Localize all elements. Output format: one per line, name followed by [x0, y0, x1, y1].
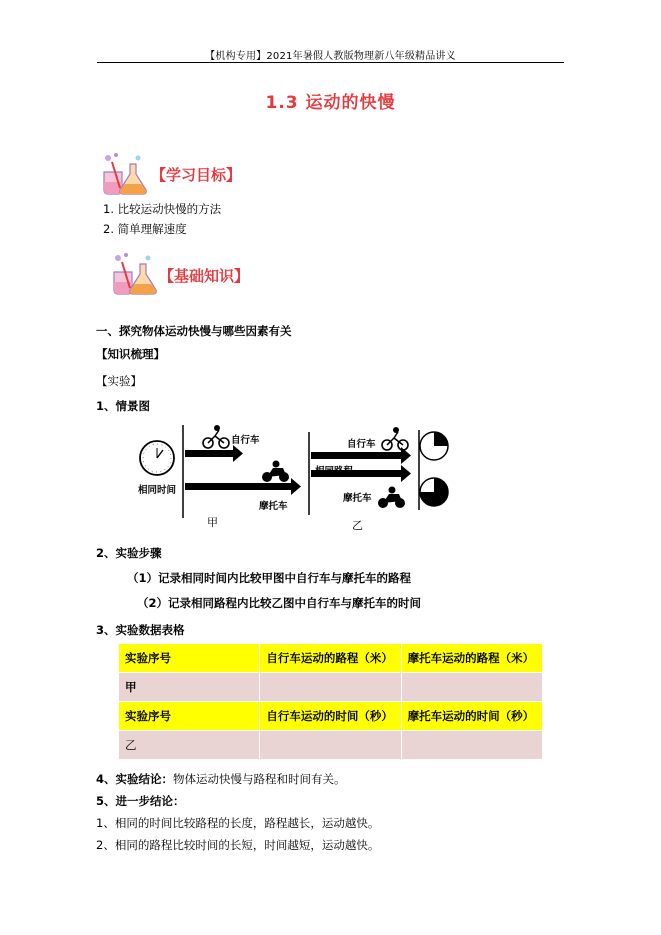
timer-icon [420, 478, 448, 506]
table-cell [401, 731, 542, 760]
table-cell: 实验序号 [119, 644, 260, 673]
further-line-1: 1、相同的时间比较路程的长度，路程越长，运动越快。 [96, 816, 380, 830]
flask-icon [100, 152, 152, 196]
basics-section-label: 【基础知识】 [159, 267, 250, 285]
experiment-label: 【实验】 [96, 374, 142, 388]
motorcycle-icon [262, 461, 289, 483]
conclusion-text: 物体运动快慢与路程和时间有关。 [173, 772, 346, 786]
table-cell [260, 673, 401, 702]
distance-label: 相同路程 [315, 466, 354, 477]
part1-heading: 一、探究物体运动快慢与哪些因素有关 [96, 324, 292, 338]
table-row [119, 731, 543, 760]
left-caption: 甲 [207, 516, 218, 529]
table-cell [260, 731, 401, 760]
clock-label: 相同时间 [138, 485, 177, 496]
bike-label-right: 自行车 [347, 439, 376, 450]
further-line-2: 2、相同的路程比较时间的长短，时间越短，运动越快。 [96, 838, 380, 852]
moto-label-right: 摩托车 [343, 493, 372, 504]
table-cell: 摩托车运动的路程（米） [401, 644, 542, 673]
page-header: 【机构专用】2021年暑假人教版物理新八年级精品讲义 [205, 51, 456, 62]
step-2: （2）记录相同路程内比较乙图中自行车与摩托车的时间 [137, 596, 421, 610]
goal-item-1: 1. 比较运动快慢的方法 [103, 202, 222, 216]
table-cell: 摩托车运动的时间（秒） [401, 702, 542, 731]
moto-label-left: 摩托车 [259, 501, 288, 512]
bicycle-icon [382, 427, 408, 450]
further-heading: 5、进一步结论： [96, 794, 185, 808]
knowledge-label: 【知识梳理】 [96, 347, 165, 361]
table-cell [401, 673, 542, 702]
goals-section-label: 【学习目标】 [151, 166, 242, 184]
table-cell: 甲 [119, 673, 260, 702]
motorcycle-icon [378, 487, 405, 509]
table-cell: 实验序号 [119, 702, 260, 731]
table-row [119, 644, 543, 673]
header-rule [97, 62, 564, 63]
table-cell: 乙 [119, 731, 260, 760]
step-1: （1）记录相同时间内比较甲图中自行车与摩托车的路程 [127, 571, 411, 585]
table-row [119, 702, 543, 731]
flask-icon [110, 252, 162, 296]
bike-label-left: 自行车 [231, 435, 260, 446]
conclusion [96, 771, 346, 787]
right-caption: 乙 [352, 519, 363, 532]
steps-heading: 2、实验步骤 [96, 546, 162, 560]
table-cell: 自行车运动的时间（秒） [260, 702, 401, 731]
arrow-icon [185, 445, 243, 462]
scene-figure [135, 420, 465, 535]
goal-item-2: 2. 简单理解速度 [103, 222, 187, 236]
scene-heading: 1、情景图 [96, 399, 151, 413]
clock-icon [140, 441, 174, 475]
data-table [118, 643, 543, 760]
bicycle-icon [203, 425, 229, 448]
table-heading: 3、实验数据表格 [96, 623, 185, 637]
timer-icon [420, 432, 448, 460]
table-cell: 自行车运动的路程（米） [260, 644, 401, 673]
conclusion-label: 4、实验结论： [96, 772, 174, 786]
table-row [119, 673, 543, 702]
page-title: 1.3 运动的快慢 [265, 93, 396, 113]
